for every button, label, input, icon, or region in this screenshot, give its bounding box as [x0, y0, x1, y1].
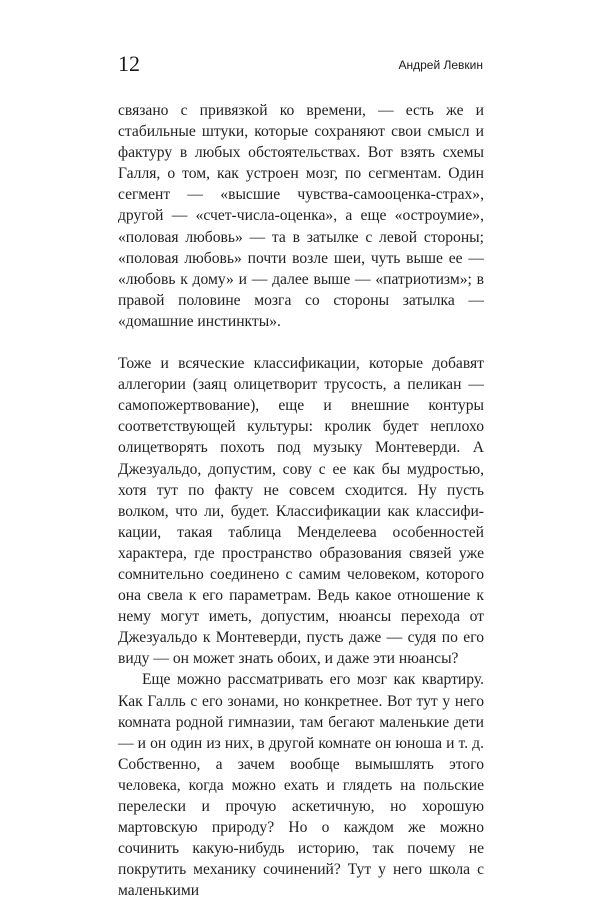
paragraph: Еще можно рассматривать его мозг как квартиру. Как Галль с его зонами, но конкретнее. Вот тут у него комната родной гимназии, там бегают маленькие дети — и он один из них, в другой комнате он юноша и т. д. Собственно, а зачем вообще вымышлять этого человека, когда можно ехать и глядеть на польские перелески и прочую аскетичную, но хорошую мартовскую природу? Но о каждом же можно сочинить какую-нибудь историю, так почему не покрутить механику сочинений? Тут у него школа с маленькими	[118, 671, 484, 900]
running-header-author: Андрей Левкин	[398, 58, 483, 72]
paragraph: связано с привязкой ко времени, — есть же и стабильные штуки, которые сохраняют свои смысл и фактуру в любых обстоятельствах. Вот взять схемы Галля, о том, как устроен мозг, по сегментам. Один сегмент — «высшие чувства-самооценка-страх», другой — «счет-числа-оценка», а еще «остроумие», «половая любовь» — та в затылке с левой стороны; «половая любовь» почти возле шеи, чуть выше ее — «любовь к дому» и — далее выше — «патриотизм»; в правой половине мозга со стороны затылка — «домашние инстинкты».	[118, 102, 484, 330]
paragraph: Тоже и всяческие классификации, которые добавят аллегории (заяц олицетворит трусость, а пеликан — самопожертвование), еще и внешние контуры соответствующей культуры: кролик будет неплохо олицетворять похоть под музыку Монтеверди. А Джезуальдо, допустим, сову с ее как бы мудростью, хотя тут по факту не совсем сходится. Ну пусть волком, что ли, будет. Классификации как классификации, такая таблица Менделеева особенностей характера, где пространство образования связей уже сомнительно соединено с самим человеком, которого она свела к его параметрам. Ведь какое отношение к нему могут иметь, допустим, нюансы перехода от Джезуальдо к Монтеверди, пусть даже — судя по его виду — он может знать обоих, и даже эти нюансы?	[118, 355, 484, 668]
body-text	[118, 100, 484, 901]
page-number: 12	[118, 51, 140, 76]
